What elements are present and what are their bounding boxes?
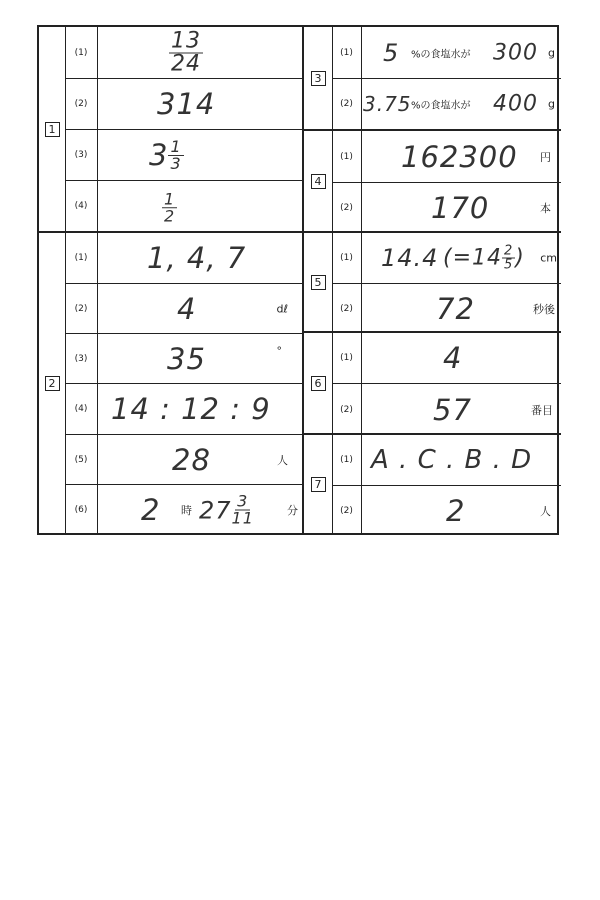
sub-number: (2) bbox=[65, 79, 98, 129]
answer-row-2-2 bbox=[65, 283, 302, 333]
answer-row-1-3 bbox=[65, 129, 302, 180]
answer-row-7-2 bbox=[332, 485, 561, 535]
handwritten-answer: 14 : 12 : 9 bbox=[111, 392, 271, 426]
right-column bbox=[302, 27, 561, 533]
question-group-1 bbox=[39, 27, 302, 231]
answer-row-3-2 bbox=[332, 78, 561, 129]
sub-number: (6) bbox=[65, 485, 98, 535]
unit-label: 時 bbox=[181, 504, 192, 517]
group-number-6: 6 bbox=[311, 376, 326, 391]
answer-row-2-3 bbox=[65, 333, 302, 383]
handwritten-answer: 4 bbox=[443, 341, 463, 375]
unit-label: 本 bbox=[540, 202, 551, 215]
answer-row-6-1 bbox=[332, 333, 561, 383]
handwritten-answer: A . C . B . D bbox=[371, 445, 533, 475]
sub-number: (2) bbox=[332, 284, 362, 333]
answer-row-1-1 bbox=[65, 27, 302, 78]
alternate-answer: (=14 $\frac{2}{5}$ ) bbox=[443, 243, 525, 273]
answer-sheet bbox=[37, 25, 559, 535]
answer-row-6-2 bbox=[332, 383, 561, 435]
sub-number: (2) bbox=[332, 486, 362, 535]
sub-number: (1) bbox=[65, 27, 98, 78]
fraction-answer: $\frac{13}{24}$ bbox=[171, 28, 201, 76]
unit-label: g bbox=[548, 46, 555, 59]
group-number-3: 3 bbox=[311, 71, 326, 86]
group-number-5: 5 bbox=[311, 275, 326, 290]
answer-row-2-5 bbox=[65, 434, 302, 484]
handwritten-answer: 14.4 bbox=[381, 244, 439, 272]
question-group-6 bbox=[304, 331, 561, 433]
handwritten-answer: 170 bbox=[431, 191, 490, 225]
mixed-number-answer: 3 $\frac{1}{3}$ bbox=[149, 136, 182, 173]
unit-label: dℓ bbox=[276, 302, 288, 315]
handwritten-answer: 1, 4, 7 bbox=[147, 241, 247, 275]
unit-label: cm bbox=[540, 251, 557, 265]
handwritten-answer: 162300 bbox=[401, 139, 518, 174]
left-column bbox=[39, 27, 302, 533]
answer-row-7-1 bbox=[332, 435, 561, 485]
handwritten-answer: 35 bbox=[167, 341, 206, 376]
fraction-answer: $\frac{1}{2}$ bbox=[164, 188, 176, 225]
unit-label: 人 bbox=[540, 504, 551, 518]
question-group-4 bbox=[304, 129, 561, 231]
handwritten-answer: 57 bbox=[433, 392, 472, 427]
sub-number: (1) bbox=[332, 333, 362, 383]
unit-label: 秒後 bbox=[533, 302, 555, 316]
sub-number: (1) bbox=[332, 27, 362, 78]
question-group-3 bbox=[304, 27, 561, 129]
handwritten-answer: 28 bbox=[172, 442, 211, 477]
sub-number: (5) bbox=[65, 435, 98, 484]
sub-number: (1) bbox=[332, 233, 362, 283]
sub-number: (2) bbox=[332, 384, 362, 435]
unit-label: 円 bbox=[540, 150, 551, 164]
unit-label: 番目 bbox=[531, 403, 553, 417]
mixed-number-answer: 27 $\frac{3}{11}$ bbox=[199, 491, 254, 528]
answer-row-1-2 bbox=[65, 78, 302, 129]
sub-number: (3) bbox=[65, 130, 98, 180]
unit-label: 分 bbox=[287, 504, 298, 517]
question-label: %の食塩水が bbox=[411, 49, 471, 60]
unit-label: ° bbox=[276, 344, 282, 358]
answer-row-2-6 bbox=[65, 484, 302, 535]
question-group-5 bbox=[304, 231, 561, 331]
handwritten-answer: 72 bbox=[436, 291, 475, 326]
answer-row-4-1 bbox=[332, 131, 561, 182]
sub-number: (2) bbox=[65, 284, 98, 333]
sub-number: (1) bbox=[332, 131, 362, 182]
handwritten-answer: 3.75 bbox=[363, 92, 412, 116]
answer-row-5-1 bbox=[332, 233, 561, 283]
handwritten-answer: 4 bbox=[177, 291, 197, 326]
answer-row-4-2 bbox=[332, 182, 561, 233]
sub-number: (1) bbox=[65, 233, 98, 283]
unit-label: g bbox=[548, 97, 555, 111]
answer-row-2-1 bbox=[65, 233, 302, 283]
handwritten-answer: 400 bbox=[493, 91, 538, 117]
group-number-2: 2 bbox=[45, 376, 60, 391]
sub-number: (1) bbox=[332, 435, 362, 485]
sub-number: (4) bbox=[65, 384, 98, 434]
answer-row-1-4 bbox=[65, 180, 302, 231]
sub-number: (2) bbox=[332, 183, 362, 233]
handwritten-answer: 300 bbox=[493, 40, 538, 65]
sub-number: (4) bbox=[65, 181, 98, 231]
unit-label: 人 bbox=[277, 453, 288, 467]
handwritten-answer: 314 bbox=[157, 87, 216, 121]
sub-number: (2) bbox=[332, 79, 362, 129]
sub-number: (3) bbox=[65, 334, 98, 383]
answer-row-3-1 bbox=[332, 27, 561, 78]
question-group-2 bbox=[39, 231, 302, 533]
question-label: %の食塩水が bbox=[411, 100, 471, 112]
question-group-7 bbox=[304, 433, 561, 533]
handwritten-answer: 2 bbox=[141, 493, 161, 527]
group-number-1: 1 bbox=[45, 122, 60, 137]
group-number-4: 4 bbox=[311, 174, 326, 189]
answer-row-2-4 bbox=[65, 383, 302, 434]
group-number-7: 7 bbox=[311, 477, 326, 492]
answer-row-5-2 bbox=[332, 283, 561, 333]
handwritten-answer: 5 bbox=[383, 38, 400, 67]
handwritten-answer: 2 bbox=[446, 493, 466, 528]
